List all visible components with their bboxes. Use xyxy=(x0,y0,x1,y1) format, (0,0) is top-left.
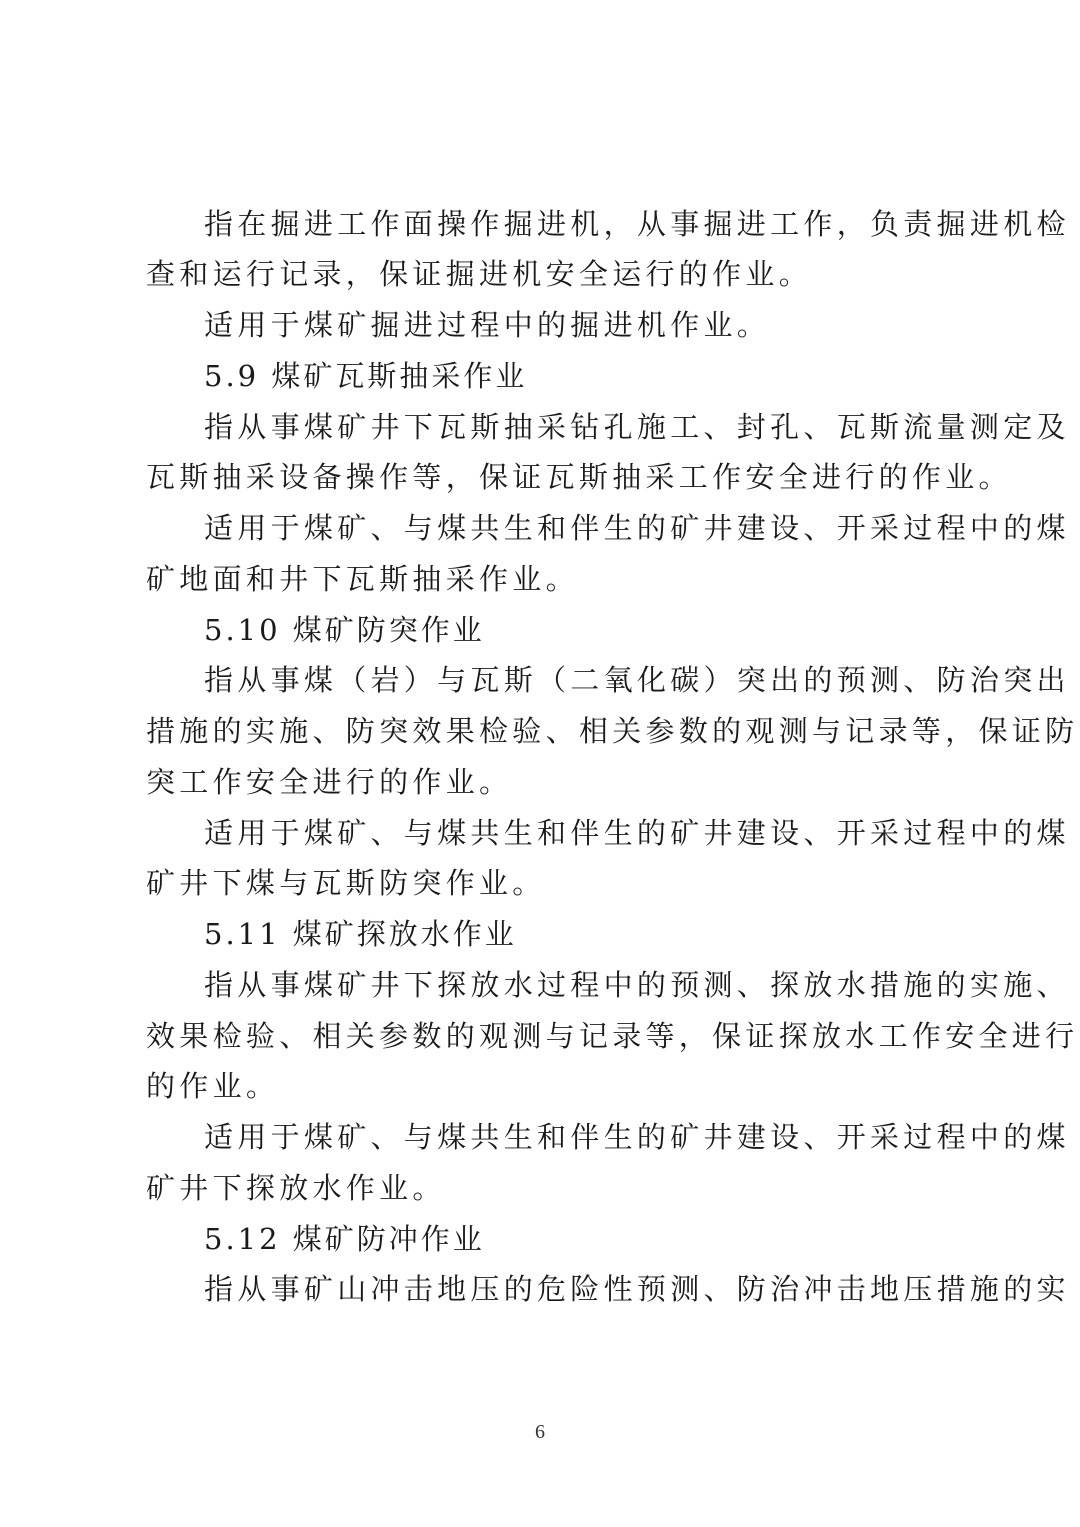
section-heading: 5.10 煤矿防突作业 xyxy=(204,613,485,647)
paragraph-line: 指在掘进工作面操作掘进机，从事掘进工作，负责掘进机检 xyxy=(204,207,1070,241)
paragraph-line: 指从事煤矿井下瓦斯抽采钻孔施工、封孔、瓦斯流量测定及 xyxy=(204,410,1070,444)
paragraph-line: 指从事煤（岩）与瓦斯（二氧化碳）突出的预测、防治突出 xyxy=(204,663,1070,697)
paragraph-line: 的作业。 xyxy=(146,1069,280,1103)
paragraph-line: 适用于煤矿、与煤共生和伴生的矿井建设、开采过程中的煤 xyxy=(204,511,1070,545)
section-heading: 5.11 煤矿探放水作业 xyxy=(204,917,517,951)
paragraph-line: 突工作安全进行的作业。 xyxy=(146,765,513,799)
paragraph-line: 指从事矿山冲击地压的危险性预测、防治冲击地压措施的实 xyxy=(204,1272,1070,1306)
paragraph-line: 适用于煤矿、与煤共生和伴生的矿井建设、开采过程中的煤 xyxy=(204,816,1070,850)
paragraph-line: 适用于煤矿掘进过程中的掘进机作业。 xyxy=(204,308,771,342)
paragraph-line: 效果检验、相关参数的观测与记录等，保证探放水工作安全进行 xyxy=(146,1019,1079,1053)
paragraph-line: 矿井下探放水作业。 xyxy=(146,1171,446,1205)
paragraph-line: 适用于煤矿、与煤共生和伴生的矿井建设、开采过程中的煤 xyxy=(204,1120,1070,1154)
section-heading: 5.9 煤矿瓦斯抽采作业 xyxy=(204,359,528,393)
paragraph-line: 指从事煤矿井下探放水过程中的预测、探放水措施的实施、 xyxy=(204,968,1070,1002)
paragraph-line: 矿地面和井下瓦斯抽采作业。 xyxy=(146,562,579,596)
paragraph-line: 矿井下煤与瓦斯防突作业。 xyxy=(146,866,546,900)
page-number: 6 xyxy=(535,1421,545,1443)
section-heading: 5.12 煤矿防冲作业 xyxy=(204,1222,485,1256)
paragraph-line: 措施的实施、防突效果检验、相关参数的观测与记录等，保证防 xyxy=(146,714,1079,748)
paragraph-line: 查和运行记录，保证掘进机安全运行的作业。 xyxy=(146,257,813,291)
paragraph-line: 瓦斯抽采设备操作等，保证瓦斯抽采工作安全进行的作业。 xyxy=(146,460,1012,494)
